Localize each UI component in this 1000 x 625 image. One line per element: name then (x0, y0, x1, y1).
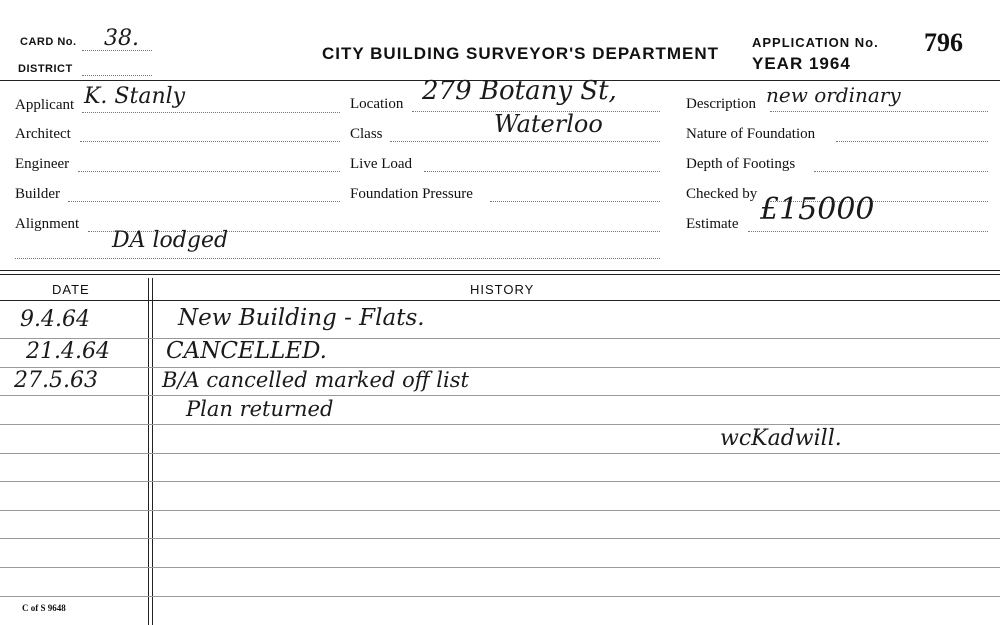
description-value: new ordinary (766, 83, 901, 107)
card-no-value: 38. (104, 26, 139, 51)
foundation-pressure-dots (490, 201, 660, 202)
class-dots (390, 141, 660, 142)
live-load-dots (424, 171, 660, 172)
row-rule (0, 481, 1000, 482)
description-label: Description (686, 96, 756, 112)
checked-by-label: Checked by (686, 186, 758, 202)
row-history: B/A cancelled marked off list (162, 368, 469, 392)
engineer-label: Engineer (15, 156, 70, 172)
row-rule (0, 424, 1000, 425)
architect-dots (80, 141, 340, 142)
applicant-dots (82, 112, 340, 113)
alignment-label: Alignment (15, 216, 80, 232)
location-value-line2: Waterloo (494, 110, 603, 138)
row-rule (0, 538, 1000, 539)
date-history-divider-2 (152, 278, 153, 625)
builder-label: Builder (15, 186, 60, 202)
application-number: 796 (924, 28, 963, 57)
row-date: 27.5.63 (14, 368, 98, 393)
description-dots (770, 111, 988, 112)
applicant-value: K. Stanly (84, 84, 186, 109)
estimate-label: Estimate (686, 216, 739, 232)
table-header-rule (0, 300, 1000, 301)
row-rule (0, 338, 1000, 339)
row-rule (0, 596, 1000, 597)
department-title: CITY BUILDING SURVEYOR'S DEPARTMENT (322, 44, 720, 63)
estimate-value: £15000 (760, 192, 875, 227)
class-label: Class (350, 126, 383, 142)
alignment-value: DA lodged (112, 228, 229, 253)
builder-dots (68, 201, 340, 202)
live-load-label: Live Load (350, 156, 413, 172)
engineer-dots (78, 171, 340, 172)
row-rule (0, 453, 1000, 454)
form-code: C of S 9648 (22, 603, 66, 613)
district-label: DISTRICT (18, 63, 73, 75)
application-label: APPLICATION No. (752, 35, 879, 50)
signature: wcKadwill. (720, 426, 842, 451)
card-no-label: CARD No. (20, 36, 77, 48)
history-column-header: HISTORY (470, 282, 535, 297)
row-history: New Building - Flats. (178, 305, 425, 331)
applicant-label: Applicant (15, 97, 75, 113)
estimate-dots (748, 231, 988, 232)
location-value-line1: 279 Botany St, (422, 76, 617, 106)
row-rule (0, 395, 1000, 396)
row-history: CANCELLED. (166, 338, 327, 364)
table-top-rule-2 (0, 274, 1000, 275)
foundation-pressure-label: Foundation Pressure (350, 186, 473, 202)
nature-foundation-dots (836, 141, 988, 142)
row-rule (0, 510, 1000, 511)
alignment-dots-2 (15, 258, 660, 259)
row-history: Plan returned (186, 397, 334, 421)
depth-footings-label: Depth of Footings (686, 156, 796, 172)
depth-footings-dots (814, 171, 988, 172)
district-dots (82, 75, 152, 76)
nature-foundation-label: Nature of Foundation (686, 126, 816, 142)
date-history-divider (148, 278, 149, 625)
row-rule (0, 367, 1000, 368)
row-rule (0, 567, 1000, 568)
architect-label: Architect (15, 126, 71, 142)
location-label: Location (350, 96, 404, 112)
date-column-header: DATE (52, 282, 90, 297)
row-date: 9.4.64 (20, 307, 90, 332)
year-label: YEAR 1964 (752, 54, 851, 73)
table-top-rule-1 (0, 270, 1000, 271)
row-date: 21.4.64 (26, 339, 110, 364)
